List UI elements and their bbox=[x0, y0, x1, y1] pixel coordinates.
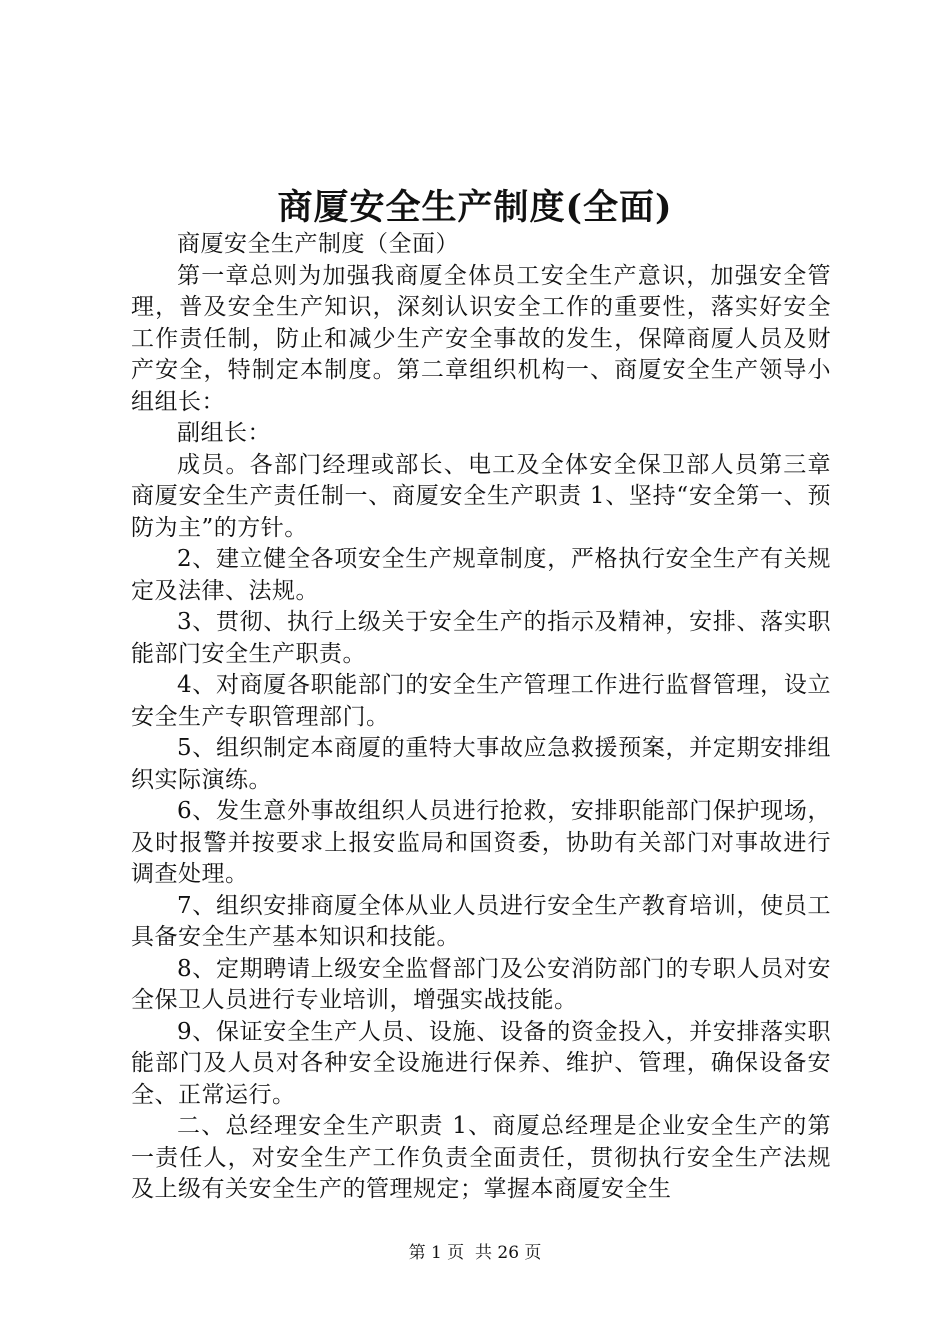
paragraph: 成员。各部门经理或部长、电工及全体安全保卫部人员第三章商厦安全生产责任制一、商厦安全生产职责 1、坚持“安全第一、预防为主”的方针。 bbox=[131, 451, 831, 541]
paragraph: 2、建立健全各项安全生产规章制度，严格执行安全生产有关规定及法律、法规。 bbox=[131, 546, 831, 604]
paragraph: 商厦安全生产制度（全面） bbox=[177, 231, 459, 257]
paragraph: 5、组织制定本商厦的重特大事故应急救援预案，并定期安排组织实际演练。 bbox=[131, 735, 831, 793]
page-number: 第 1 页 共 26 页 bbox=[408, 1243, 542, 1263]
paragraph: 8、定期聘请上级安全监督部门及公安消防部门的专职人员对安全保卫人员进行专业培训，增强实战技能。 bbox=[131, 955, 831, 1013]
paragraph: 7、组织安排商厦全体从业人员进行安全生产教育培训，使员工具备安全生产基本知识和技能。 bbox=[131, 892, 831, 950]
paragraph: 副组长： bbox=[177, 420, 271, 446]
paragraph: 4、对商厦各职能部门的安全生产管理工作进行监督管理，设立安全生产专职管理部门。 bbox=[131, 672, 831, 730]
document-title: 商厦安全生产制度(全面) bbox=[277, 187, 673, 228]
paragraph: 9、保证安全生产人员、设施、设备的资金投入，并安排落实职能部门及人员对各种安全设施进行保养、维护、管理，确保设备安全、正常运行。 bbox=[131, 1018, 831, 1108]
paragraph: 3、贯彻、执行上级关于安全生产的指示及精神，安排、落实职能部门安全生产职责。 bbox=[131, 609, 831, 667]
paragraph: 第一章总则为加强我商厦全体员工安全生产意识，加强安全管理，普及安全生产知识，深刻认识安全工作的重要性，落实好安全工作责任制，防止和减少生产安全事故的发生，保障商厦人员及财产安全，特制定本制度。第二章组织机构一、商厦安全生产领导小组组长： bbox=[131, 262, 831, 415]
page-footer bbox=[0, 1241, 950, 1265]
paragraph: 二、总经理安全生产职责 1、商厦总经理是企业安全生产的第一责任人，对安全生产工作负责全面责任，贯彻执行安全生产法规及上级有关安全生产的管理规定；掌握本商厦安全生 bbox=[131, 1113, 831, 1202]
paragraph: 6、发生意外事故组织人员进行抢救，安排职能部门保护现场，及时报警并按要求上报安监局和国资委，协助有关部门对事故进行调查处理。 bbox=[131, 798, 831, 887]
document-body bbox=[131, 229, 831, 1206]
